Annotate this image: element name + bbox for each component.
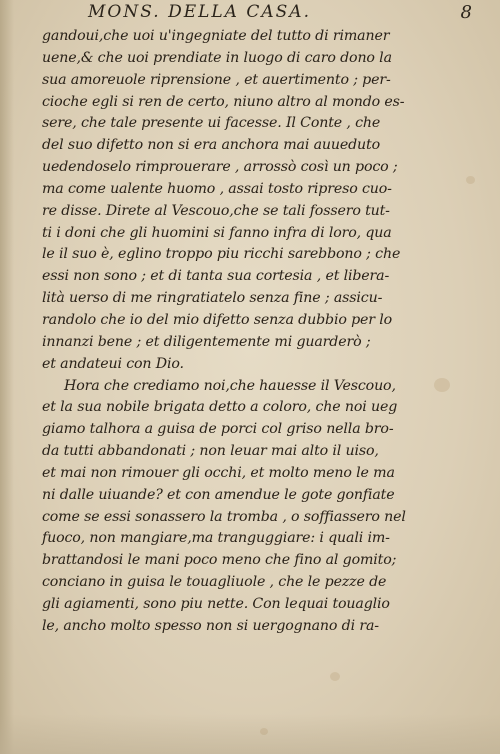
text-line: giamo talhora a guisa de porci col griso nella bro- <box>42 421 394 438</box>
text-line: et andateui con Dio. <box>42 355 184 372</box>
text-line: uene,& che uoi prendiate in luogo di caro dono la <box>42 49 392 66</box>
paragraph-start-line: Hora che crediamo noi,che hauesse il Vescouo, <box>64 377 396 394</box>
text-line: cioche egli si ren de certo, niuno altro al mondo es- <box>42 93 405 110</box>
text-line: gandoui,che uoi u'ingegniate del tutto di rimaner <box>42 28 390 44</box>
text-line: sere, che tale presente ui facesse. Il Conte , che <box>42 115 381 132</box>
page-number: 8 <box>460 2 472 23</box>
text-line: fuoco, non mangiare,ma tranguggiare: i quali im- <box>42 530 390 547</box>
text-line: essi non sono ; et di tanta sua cortesia , et libera- <box>42 268 390 285</box>
page-bottom-shadow <box>0 714 500 754</box>
text-line: et mai non rimouer gli occhi, et molto meno le ma <box>42 464 395 481</box>
text-line: et la sua nobile brigata detto a coloro, che noi ueg <box>42 399 398 416</box>
text-line: brattandosi le mani poco meno che fino al gomito; <box>42 552 397 569</box>
text-line: del suo difetto non si era anchora mai auueduto <box>42 137 380 154</box>
text-line: da tutti abbandonati ; non leuar mai alto il uiso, <box>42 443 379 460</box>
text-line: come se essi sonassero la tromba , o soffiassero nel <box>42 508 406 525</box>
text-line: re disse. Direte al Vescouo,che se tali fossero tut- <box>42 202 390 219</box>
body-text <box>42 26 462 638</box>
text-line: conciano in guisa le touagliuole , che le pezze de <box>42 574 387 591</box>
foxing-spot <box>466 176 475 184</box>
text-line: gli agiamenti, sono piu nette. Con lequai touaglio <box>42 595 390 612</box>
page-edge-shadow <box>0 0 14 754</box>
text-line: uedendoselo rimprouerare , arrossò così un poco ; <box>42 159 398 176</box>
page-header <box>40 2 480 26</box>
text-line: ma come ualente huomo , assai tosto ripreso cuo- <box>42 180 392 197</box>
text-line: lità uerso di me ringratiatelo senza fine ; assicu- <box>42 290 383 307</box>
text-line: ti i doni che gli huomini si fanno infra di loro, qua <box>42 224 392 241</box>
text-line: innanzi bene ; et diligentemente mi guarderò ; <box>42 333 371 350</box>
foxing-spot <box>260 728 268 735</box>
text-line: le il suo è, eglino troppo piu ricchi sarebbono ; che <box>42 246 401 263</box>
foxing-spot <box>330 672 340 681</box>
text-line: sua amoreuole riprensione , et auertimento ; per- <box>42 71 391 88</box>
running-head: MONS. DELLA CASA. <box>88 2 311 22</box>
text-line: ni dalle uiuande? et con amendue le gote gonfiate <box>42 486 395 503</box>
text-line: le, ancho molto spesso non si uergognano di ra- <box>42 617 379 634</box>
text-line: randolo che io del mio difetto senza dubbio per lo <box>42 311 393 328</box>
